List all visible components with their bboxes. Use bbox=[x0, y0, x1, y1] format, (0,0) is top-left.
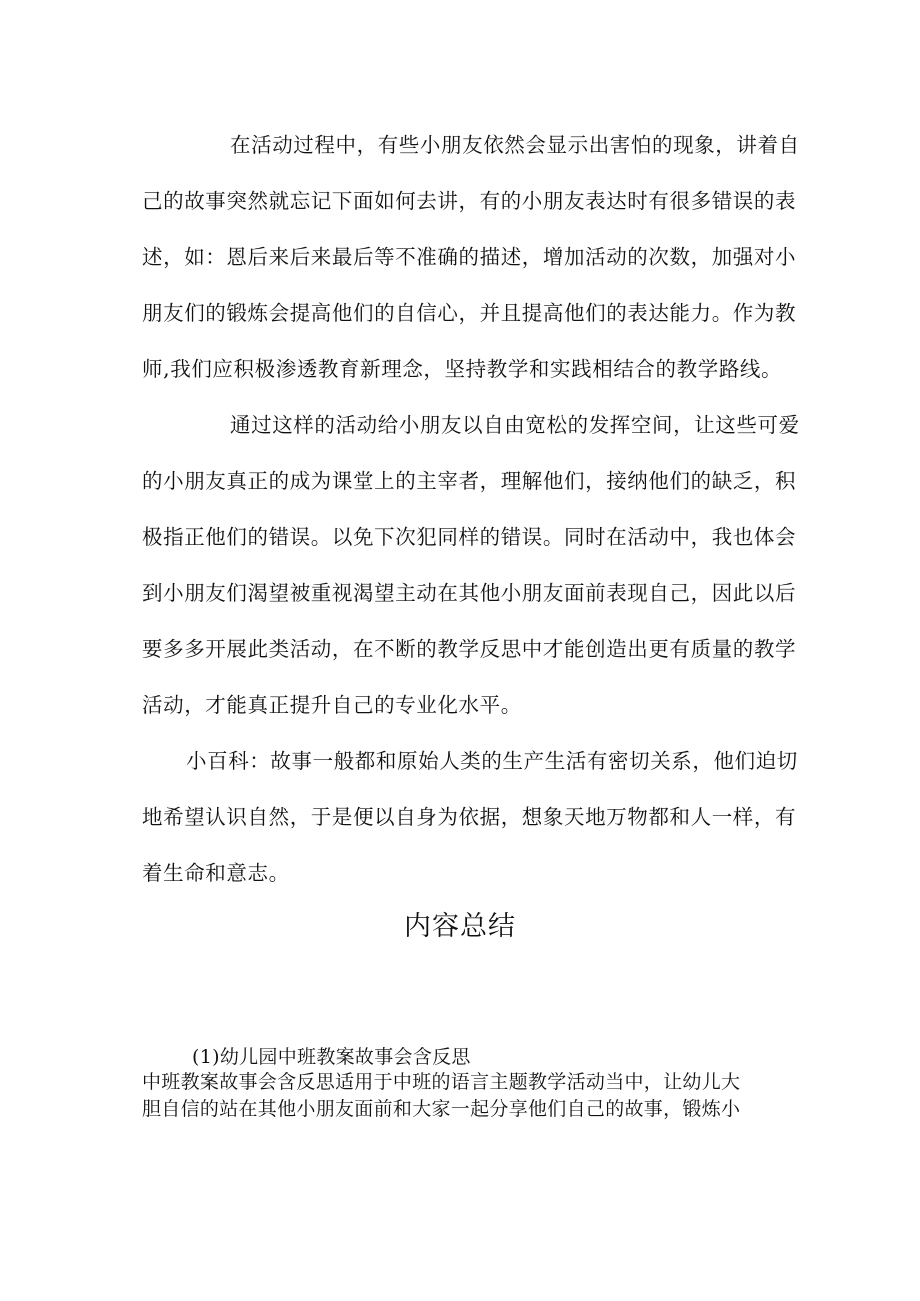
paragraph-2-line-1: 通过这样的活动给小朋友以自由宽松的发挥空间，让这些可爱 bbox=[230, 413, 800, 437]
summary-heading: 内容总结 bbox=[404, 911, 516, 942]
paragraph-1-line-4: 朋友们的锻炼会提高他们的自信心，并且提高他们的表达能力。作为教 bbox=[142, 301, 797, 325]
paragraph-2-line-6: 活动，才能真正提升自己的专业化水平。 bbox=[142, 693, 522, 717]
summary-line-1: 中班教案故事会含反思适用于中班的语言主题教学活动当中，让幼儿大 bbox=[142, 1071, 741, 1093]
summary-item-title: (1)幼儿园中班教案故事会含反思 bbox=[192, 1046, 471, 1068]
paragraph-2-line-4: 到小朋友们渴望被重视渴望主动在其他小朋友面前表现自己，因此以后 bbox=[142, 581, 797, 605]
paragraph-3-line-2: 地希望认识自然，于是便以自身为依据，想象天地万物都和人一样，有 bbox=[142, 805, 797, 829]
paragraph-3-line-1: 小百科：故事一般都和原始人类的生产生活有密切关系，他们迫切 bbox=[186, 749, 798, 773]
paragraph-1-line-5: 师,我们应积极渗透教育新理念，坚持教学和实践相结合的教学路线。 bbox=[142, 357, 783, 381]
paragraph-2-line-2: 的小朋友真正的成为课堂上的主宰者，理解他们，接纳他们的缺乏，积 bbox=[142, 469, 797, 493]
paragraph-3-line-3: 着生命和意志。 bbox=[142, 861, 290, 885]
paragraph-1-line-2: 己的故事突然就忘记下面如何去讲，有的小朋友表达时有很多错误的表 bbox=[142, 189, 797, 213]
paragraph-1-line-1: 在活动过程中，有些小朋友依然会显示出害怕的现象，讲着自 bbox=[230, 133, 800, 157]
paragraph-2-line-3: 极指正他们的错误。以免下次犯同样的错误。同时在活动中，我也体会 bbox=[142, 525, 797, 549]
paragraph-2-line-5: 要多多开展此类活动，在不断的教学反思中才能创造出更有质量的教学 bbox=[142, 637, 797, 661]
summary-line-2: 胆自信的站在其他小朋友面前和大家一起分享他们自己的故事，锻炼小 bbox=[142, 1098, 741, 1120]
paragraph-1-line-3: 述，如：恩后来后来最后等不准确的描述，增加活动的次数，加强对小 bbox=[142, 245, 797, 269]
